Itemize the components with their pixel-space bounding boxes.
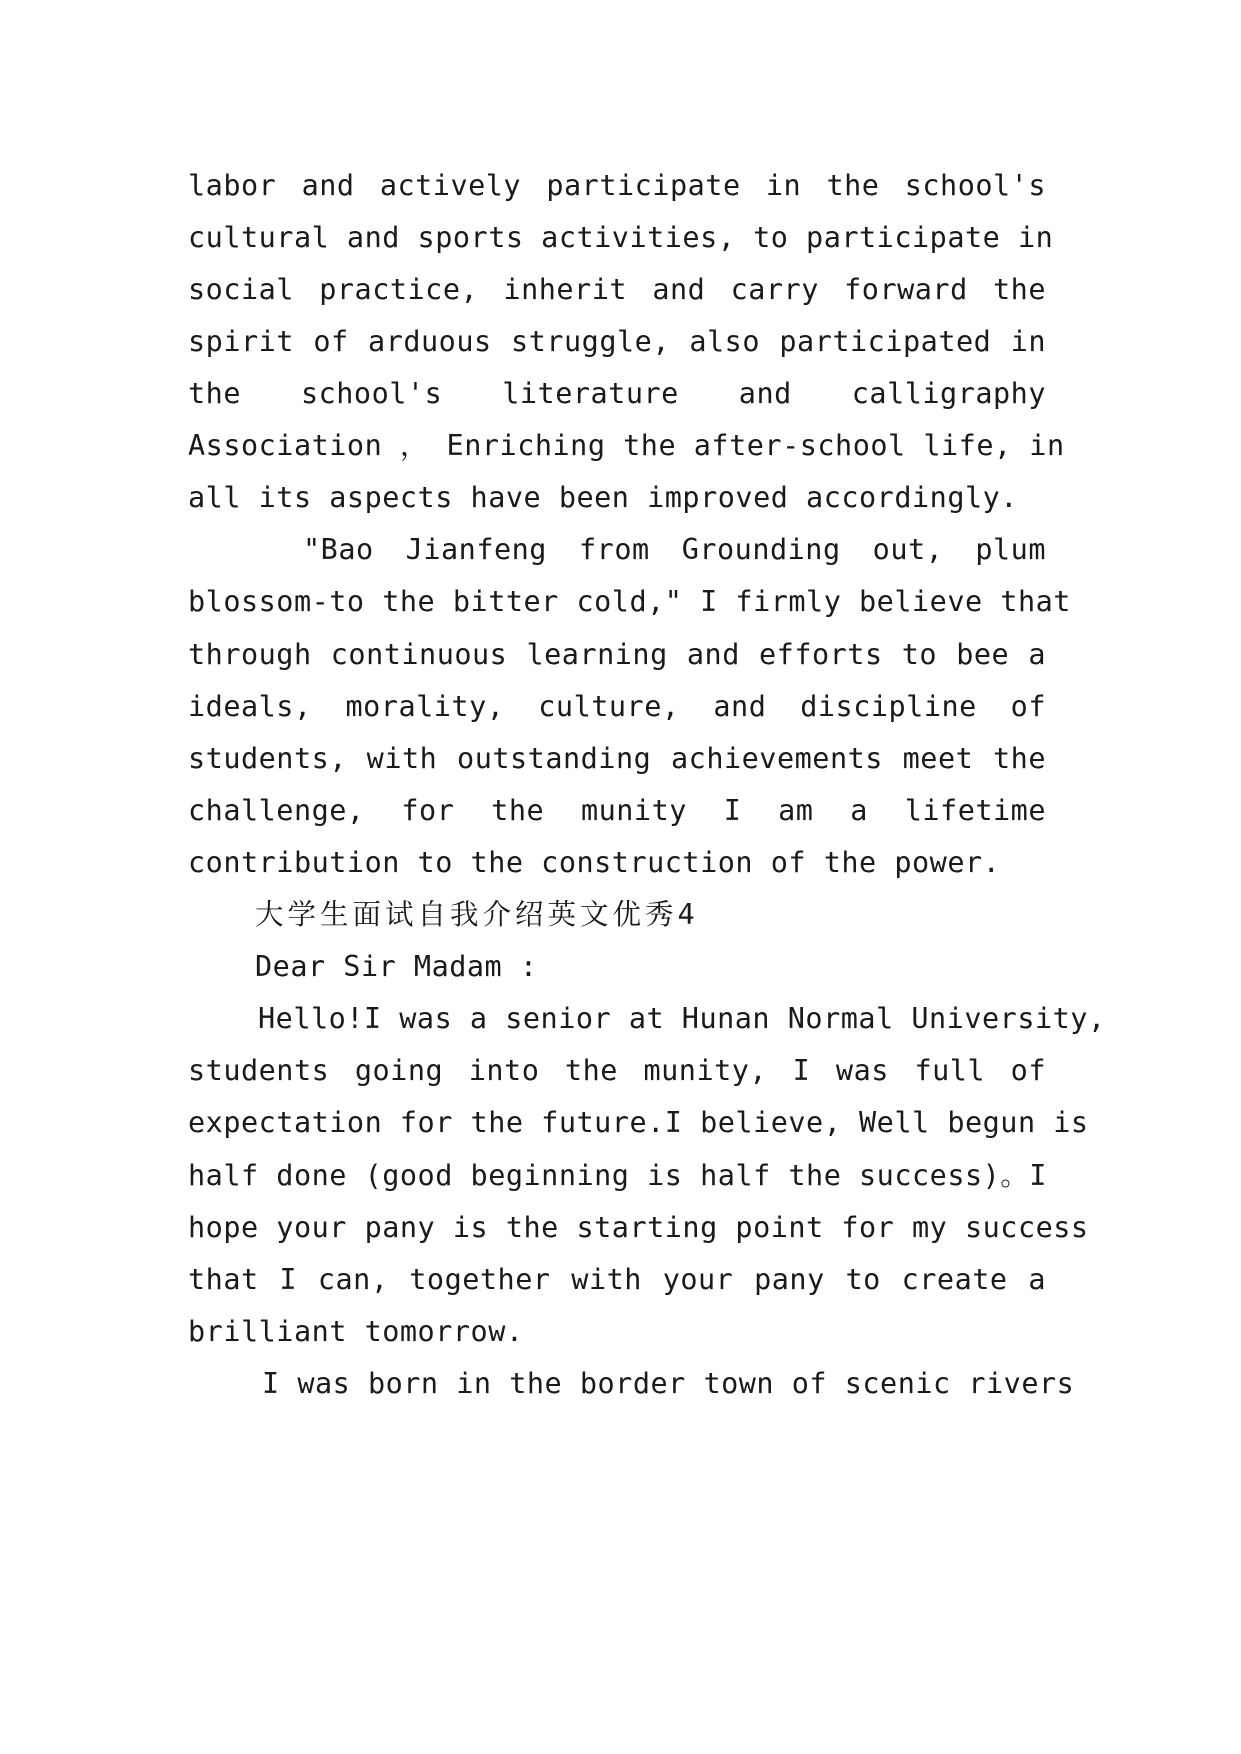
text-line: half done (good beginning is half the success)。I <box>188 1159 1047 1192</box>
text-line: through continuous learning and efforts to bee a <box>188 638 1046 671</box>
text-line: expectation for the future.I believe, Well begun is <box>188 1106 1089 1139</box>
text-line: blossom-to the bitter cold," I firmly believe that <box>188 585 1071 618</box>
text-line: challenge, for the munity I am a lifetime <box>188 794 1046 827</box>
text-line: "Bao Jianfeng from Grounding out, plum <box>303 533 1046 566</box>
text-line: contribution to the construction of the power. <box>188 846 1001 879</box>
text-line: hope your pany is the starting point for my success <box>188 1211 1089 1244</box>
text-line: ideals, morality, culture, and discipline of <box>188 690 1046 723</box>
text-line: that I can, together with your pany to create a <box>188 1263 1046 1296</box>
text-line: Hello!I was a senior at Hunan Normal University, <box>258 1002 1106 1035</box>
text-line: I was born in the border town of scenic rivers <box>262 1367 1075 1400</box>
text-line: students going into the munity, I was full of <box>188 1054 1046 1087</box>
text-line: brilliant tomorrow. <box>188 1315 524 1348</box>
text-line: the school's literature and calligraphy <box>188 377 1046 410</box>
text-line: cultural and sports activities, to participate in <box>188 221 1054 254</box>
text-line: labor and actively participate in the school's <box>188 169 1046 202</box>
text-line: all its aspects have been improved accordingly. <box>188 481 1018 514</box>
salutation: Dear Sir Madam : <box>255 950 538 983</box>
text-line: students, with outstanding achievements meet the <box>188 742 1046 775</box>
text-line: social practice, inherit and carry forward the <box>188 273 1046 306</box>
text-line: spirit of arduous struggle, also participated in <box>188 325 1046 358</box>
section-heading: 大学生面试自我介绍英文优秀4 <box>255 898 699 931</box>
text-line: Association ， Enriching the after-school life, in <box>188 429 1065 462</box>
